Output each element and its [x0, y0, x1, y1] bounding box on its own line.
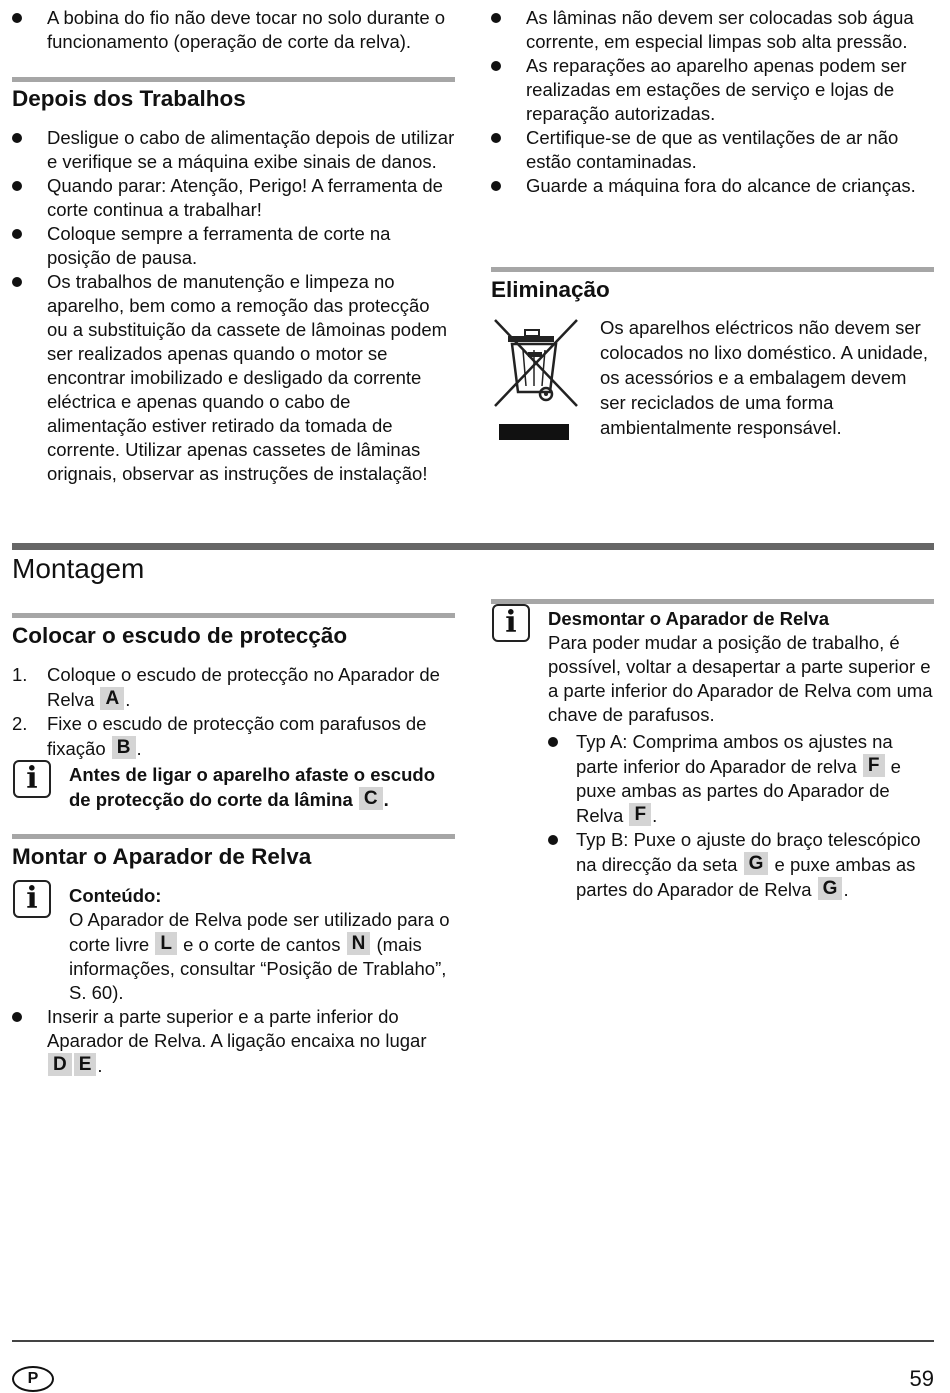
list-item: Desligue o cabo de alimentação depois de utilizar e verifique se a máquina exibe sinais de danos. [12, 126, 455, 174]
part-label: G [744, 852, 769, 875]
item-end: . [97, 1055, 103, 1076]
mount-note [69, 884, 455, 1005]
chapter-title-assembly: Montagem [12, 553, 145, 584]
part-label: D [48, 1053, 72, 1076]
language-badge: P [12, 1366, 54, 1392]
note-text: e o corte de cantos [183, 934, 341, 955]
list-item [548, 828, 934, 902]
part-label: C [359, 787, 383, 810]
list-item: A bobina do fio não deve tocar no solo durante o funcionamento (operação de corte da relva). [12, 6, 455, 54]
item-end: . [843, 879, 849, 900]
note-text: (mais informações, consultar “Posição de Trablaho”, S. 60). [69, 934, 447, 1003]
note-title: Conteúdo: [69, 885, 162, 906]
chapter-divider [12, 543, 934, 550]
list-item: Coloque sempre a ferramenta de corte na posição de pausa. [12, 222, 455, 270]
section-title-disposal: Eliminação [491, 277, 610, 302]
part-label: L [155, 932, 177, 955]
list-item: As lâminas não devem ser colocadas sob água corrente, em especial limpas sob alta pressão. [491, 6, 934, 54]
part-label: F [863, 754, 885, 777]
step-end: . [125, 689, 131, 710]
item-text: Typ A: Comprima ambos os ajustes na parte inferior do Aparador de relva [576, 731, 893, 777]
list-item: Os trabalhos de manutenção e limpeza no aparelho, bem como a remoção das protecção ou a substituição da cassete de lâmoinas podem ser realizados apenas quando o motor se encontrar imobilizado e desligado da corrente eléctrica e apenas quando o cabo de alimentação estiver retirado da tomada de corrente. Utilizar apenas cassetes de lâminas orignais, observar as instruções de instalação! [12, 270, 455, 486]
maintenance-list [491, 6, 934, 198]
dismount-text: Para poder mudar a posição de trabalho, é possível, voltar a desapertar a parte superior e a parte inferior do Aparador de Relva com uma chave de parafusos. [548, 632, 933, 725]
after-work-list [12, 126, 455, 486]
list-item [12, 712, 455, 761]
list-item: As reparações ao aparelho apenas podem ser realizadas em estações de serviço e lojas de reparação autorizadas. [491, 54, 934, 126]
list-item: Quando parar: Atenção, Perigo! A ferramenta de corte continua a trabalhar! [12, 174, 455, 222]
item-text: e puxe ambas as partes do Aparador de Relva [576, 854, 916, 900]
part-label: G [818, 877, 843, 900]
mount-list [12, 1005, 455, 1078]
section-title-mount: Montar o Aparador de Relva [12, 844, 312, 869]
list-item [12, 1005, 455, 1078]
info-icon: i [13, 880, 51, 918]
dismount-title: Desmontar o Aparador de Relva [548, 608, 830, 629]
note-text: O Aparador de Relva pode ser utilizado para o corte livre [69, 909, 450, 955]
section-divider [12, 834, 455, 839]
part-label: B [112, 736, 136, 759]
item-text: e puxe ambas as partes do Aparador de Relva [576, 756, 901, 826]
step-end: . [136, 738, 142, 759]
step-text: Coloque o escudo de protecção no Aparador de Relva [47, 664, 440, 710]
disposal-text: Os aparelhos eléctricos não devem ser colocados no lixo doméstico. A unidade, os acessórios e a embalagem devem ser reciclados de uma forma ambientalmente responsável. [600, 317, 929, 438]
step-number: 1. [12, 664, 28, 685]
list-item [548, 730, 934, 828]
item-text: Inserir a parte superior e a parte inferior do Aparador de Relva. A ligação encaixa no lugar [47, 1006, 427, 1051]
info-icon: i [492, 604, 530, 642]
shield-note [69, 763, 455, 812]
section-title-shield: Colocar o escudo de protecção [12, 623, 348, 648]
note-text: Antes de ligar o aparelho afaste o escudo de protecção do corte da lâmina [69, 764, 435, 810]
note-end: . [383, 789, 389, 810]
part-label: F [629, 803, 651, 826]
section-divider [491, 599, 934, 604]
section-divider [491, 267, 934, 272]
section-title-after-work: Depois dos Trabalhos [12, 86, 246, 111]
item-end: . [652, 805, 658, 826]
step-text: Fixe o escudo de protecção com parafusos de fixação [47, 713, 427, 759]
note-body [69, 908, 455, 1005]
part-label: E [74, 1053, 97, 1076]
crossed-out-wheelie-bin-icon [493, 318, 579, 444]
intro-list [12, 6, 455, 54]
footer-rule [12, 1340, 934, 1342]
list-item: Guarde a máquina fora do alcance de crianças. [491, 174, 934, 198]
info-icon: i [13, 760, 51, 798]
dismount-section [548, 607, 934, 902]
list-item [12, 663, 455, 712]
section-divider [12, 77, 455, 82]
list-item: Certifique-se de que as ventilações de ar não estão contaminadas. [491, 126, 934, 174]
dismount-list [548, 730, 934, 902]
part-label: A [100, 687, 124, 710]
part-label: N [347, 932, 371, 955]
shield-steps [12, 663, 455, 761]
item-text: Typ B: Puxe o ajuste do braço telescópico na direcção da seta [576, 829, 921, 875]
step-number: 2. [12, 713, 28, 734]
section-divider [12, 613, 455, 618]
page-number: 59 [909, 1366, 934, 1391]
